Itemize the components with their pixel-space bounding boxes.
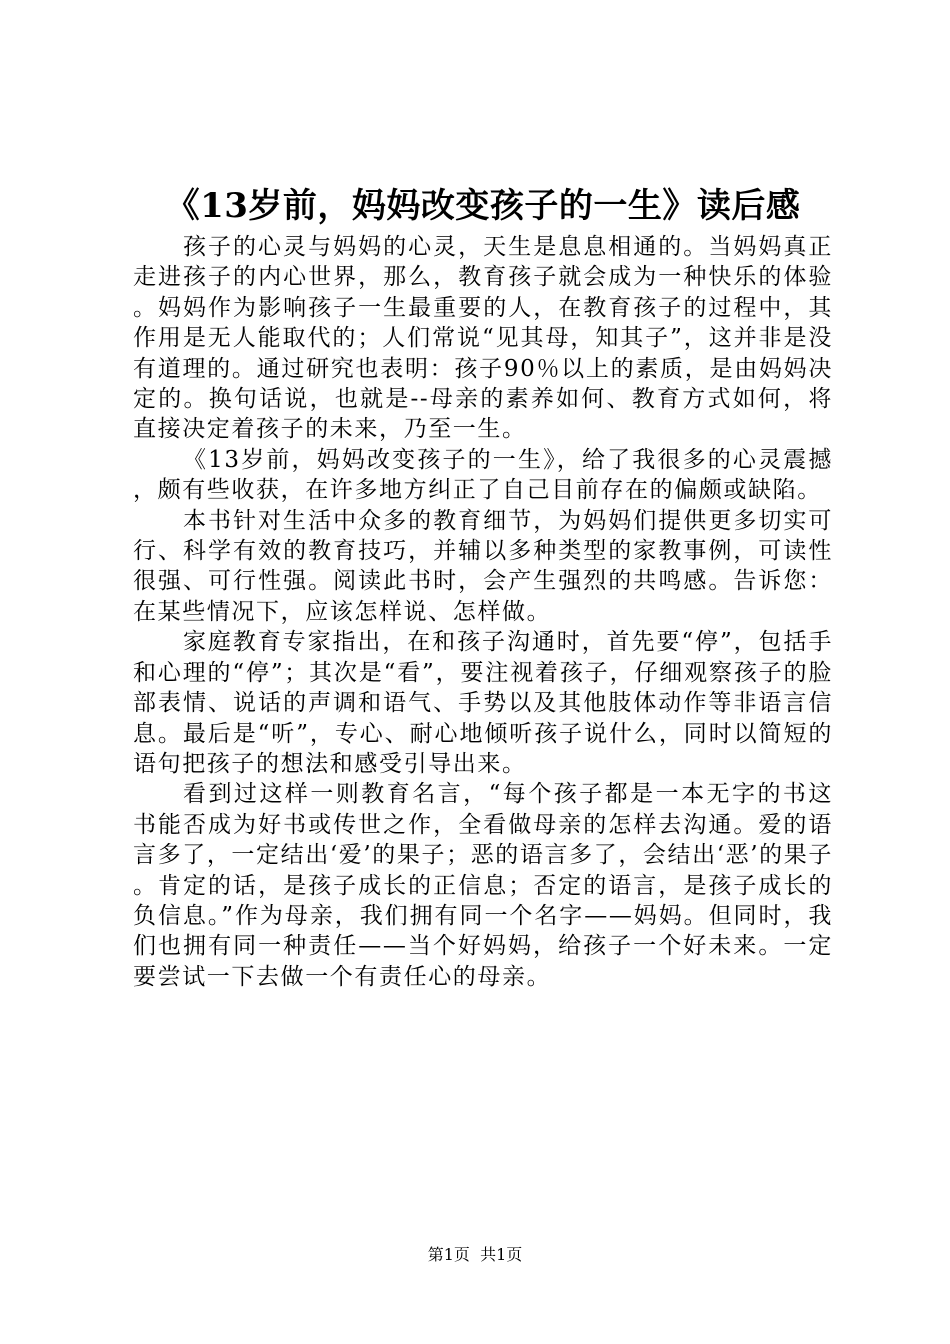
page-footer: [0, 1244, 950, 1266]
document-title: 《13岁前，妈妈改变孩子的一生》读后感: [165, 186, 801, 226]
paragraph-1: 孩子的心灵与妈妈的心灵，天生是息息相通的。当妈妈真正走进孩子的内心世界，那么，教育孩子就会成为一种快乐的体验。妈妈作为影响孩子一生最重要的人，在教育孩子的过程中，其作用是无人能取代的；人们常说“见其母，知其子”，这并非是没有道理的。通过研究也表明：孩子90％以上的素质，是由妈妈决定的。换句话说，也就是--母亲的素养如何、教育方式如何，将直接决定着孩子的未来，乃至一生。: [133, 234, 833, 443]
document-body: [133, 232, 833, 992]
paragraph-4: 家庭教育专家指出，在和孩子沟通时，首先要“停”，包括手和心理的“停”；其次是“看”，要注视着孩子，仔细观察孩子的脸部表情、说话的声调和语气、手势以及其他肢体动作等非语言信息。最后是“听”，专心、耐心地倾听孩子说什么，同时以简短的语句把孩子的想法和感受引导出来。: [133, 629, 833, 777]
paragraph-2: 《13岁前，妈妈改变孩子的一生》，给了我很多的心灵震撼，颇有些收获，在许多地方纠正了自己目前存在的偏颇或缺陷。: [133, 446, 833, 504]
page-total: 共1页: [480, 1245, 523, 1264]
paragraph-5: 看到过这样一则教育名言，“每个孩子都是一本无字的书这书能否成为好书或传世之作，全看做母亲的怎样去沟通。爱的语言多了，一定结出‘爱’的果子；恶的语言多了，会结出‘恶’的果子。肯定的话，是孩子成长的正信息；否定的语言，是孩子成长的负信息。”作为母亲，我们拥有同一个名字——妈妈。但同时，我们也拥有同一种责任——当个好妈妈，给孩子一个好未来。一定要尝试一下去做一个有责任心的母亲。: [133, 781, 833, 990]
page-number: 第1页: [427, 1245, 470, 1264]
paragraph-3: 本书针对生活中众多的教育细节，为妈妈们提供更多切实可行、科学有效的教育技巧，并辅以多种类型的家教事例，可读性很强、可行性强。阅读此书时，会产生强烈的共鸣感。告诉您：在某些情况下，应该怎样说、怎样做。: [133, 507, 833, 625]
